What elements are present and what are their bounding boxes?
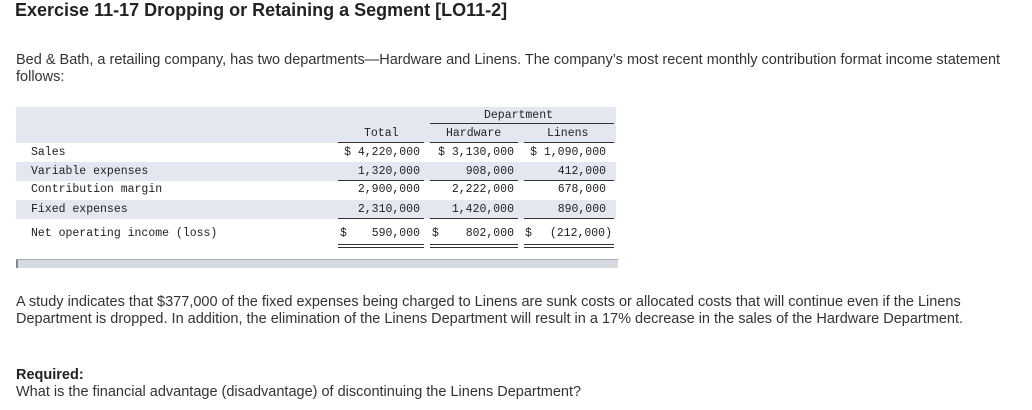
subtotal-line-total <box>338 180 424 181</box>
col-total-underline <box>338 142 424 143</box>
col-hardware-underline <box>430 142 518 143</box>
cell-net-linens-symbol: $ <box>525 227 532 240</box>
cell-fixed-linens: 890,000 <box>557 203 606 216</box>
cell-sales-linens: $ 1,090,000 <box>530 146 606 159</box>
col-linens-underline <box>524 142 614 143</box>
cell-variable-linens: 412,000 <box>557 165 606 178</box>
cell-net-hardware: 802,000 <box>465 227 514 240</box>
net-line-total <box>338 218 424 219</box>
double-line-linens-a <box>524 244 614 245</box>
row-label-variable-expenses: Variable expenses <box>31 165 149 178</box>
table-scrollbar[interactable] <box>16 259 618 268</box>
subtotal-line-linens <box>524 180 614 181</box>
double-line-hardware-a <box>430 244 518 245</box>
cell-cm-hardware: 2,222,000 <box>451 183 514 196</box>
cell-net-total-symbol: $ <box>340 227 347 240</box>
required-label: Required: <box>16 367 84 383</box>
cell-cm-total: 2,900,000 <box>357 183 420 196</box>
net-line-hardware <box>430 218 518 219</box>
subtotal-line-hardware <box>430 180 518 181</box>
cell-variable-hardware: 908,000 <box>465 165 514 178</box>
cell-sales-hardware: $ 3,130,000 <box>438 146 514 159</box>
row-label-fixed-expenses: Fixed expenses <box>31 203 128 216</box>
department-header: Department <box>484 109 554 122</box>
row-label-sales: Sales <box>31 146 66 159</box>
cell-fixed-total: 2,310,000 <box>357 203 420 216</box>
header-band <box>16 124 616 143</box>
intro-text: Bed & Bath, a retailing company, has two departments—Hardware and Linens. The company’s most recent monthly contribution format income statement follows: <box>16 52 1001 85</box>
double-line-total-a <box>338 244 424 245</box>
problem-paragraph: A study indicates that $377,000 of the fixed expenses being charged to Linens are sunk costs or allocated costs that will continue even if the Linens Department is dropped. In addition, the elimination of the Linens Department will result in a 17% decrease in the sales of the Hardware Department. <box>16 294 964 327</box>
row-label-contribution-margin: Contribution margin <box>31 183 163 196</box>
row-label-net-operating-income: Net operating income (loss) <box>31 227 218 240</box>
cell-net-hardware-symbol: $ <box>432 227 439 240</box>
cell-net-linens: (212,000) <box>549 227 612 240</box>
income-statement-table <box>16 107 616 257</box>
cell-variable-total: 1,320,000 <box>357 165 420 178</box>
col-total-header: Total <box>364 127 399 140</box>
cell-sales-total: $ 4,220,000 <box>344 146 420 159</box>
cell-fixed-hardware: 1,420,000 <box>451 203 514 216</box>
double-line-linens-b <box>524 247 614 248</box>
double-line-total-b <box>338 247 424 248</box>
double-line-hardware-b <box>430 247 518 248</box>
page-title: Exercise 11-17 Dropping or Retaining a Segment [LO11-2] <box>15 0 508 20</box>
col-hardware-header: Hardware <box>446 127 502 140</box>
department-underline <box>430 123 614 124</box>
net-line-linens <box>524 218 614 219</box>
cell-cm-linens: 678,000 <box>557 183 606 196</box>
col-linens-header: Linens <box>547 127 589 140</box>
cell-net-total: 590,000 <box>371 227 420 240</box>
required-question: What is the financial advantage (disadvantage) of discontinuing the Linens Department? <box>16 384 582 400</box>
